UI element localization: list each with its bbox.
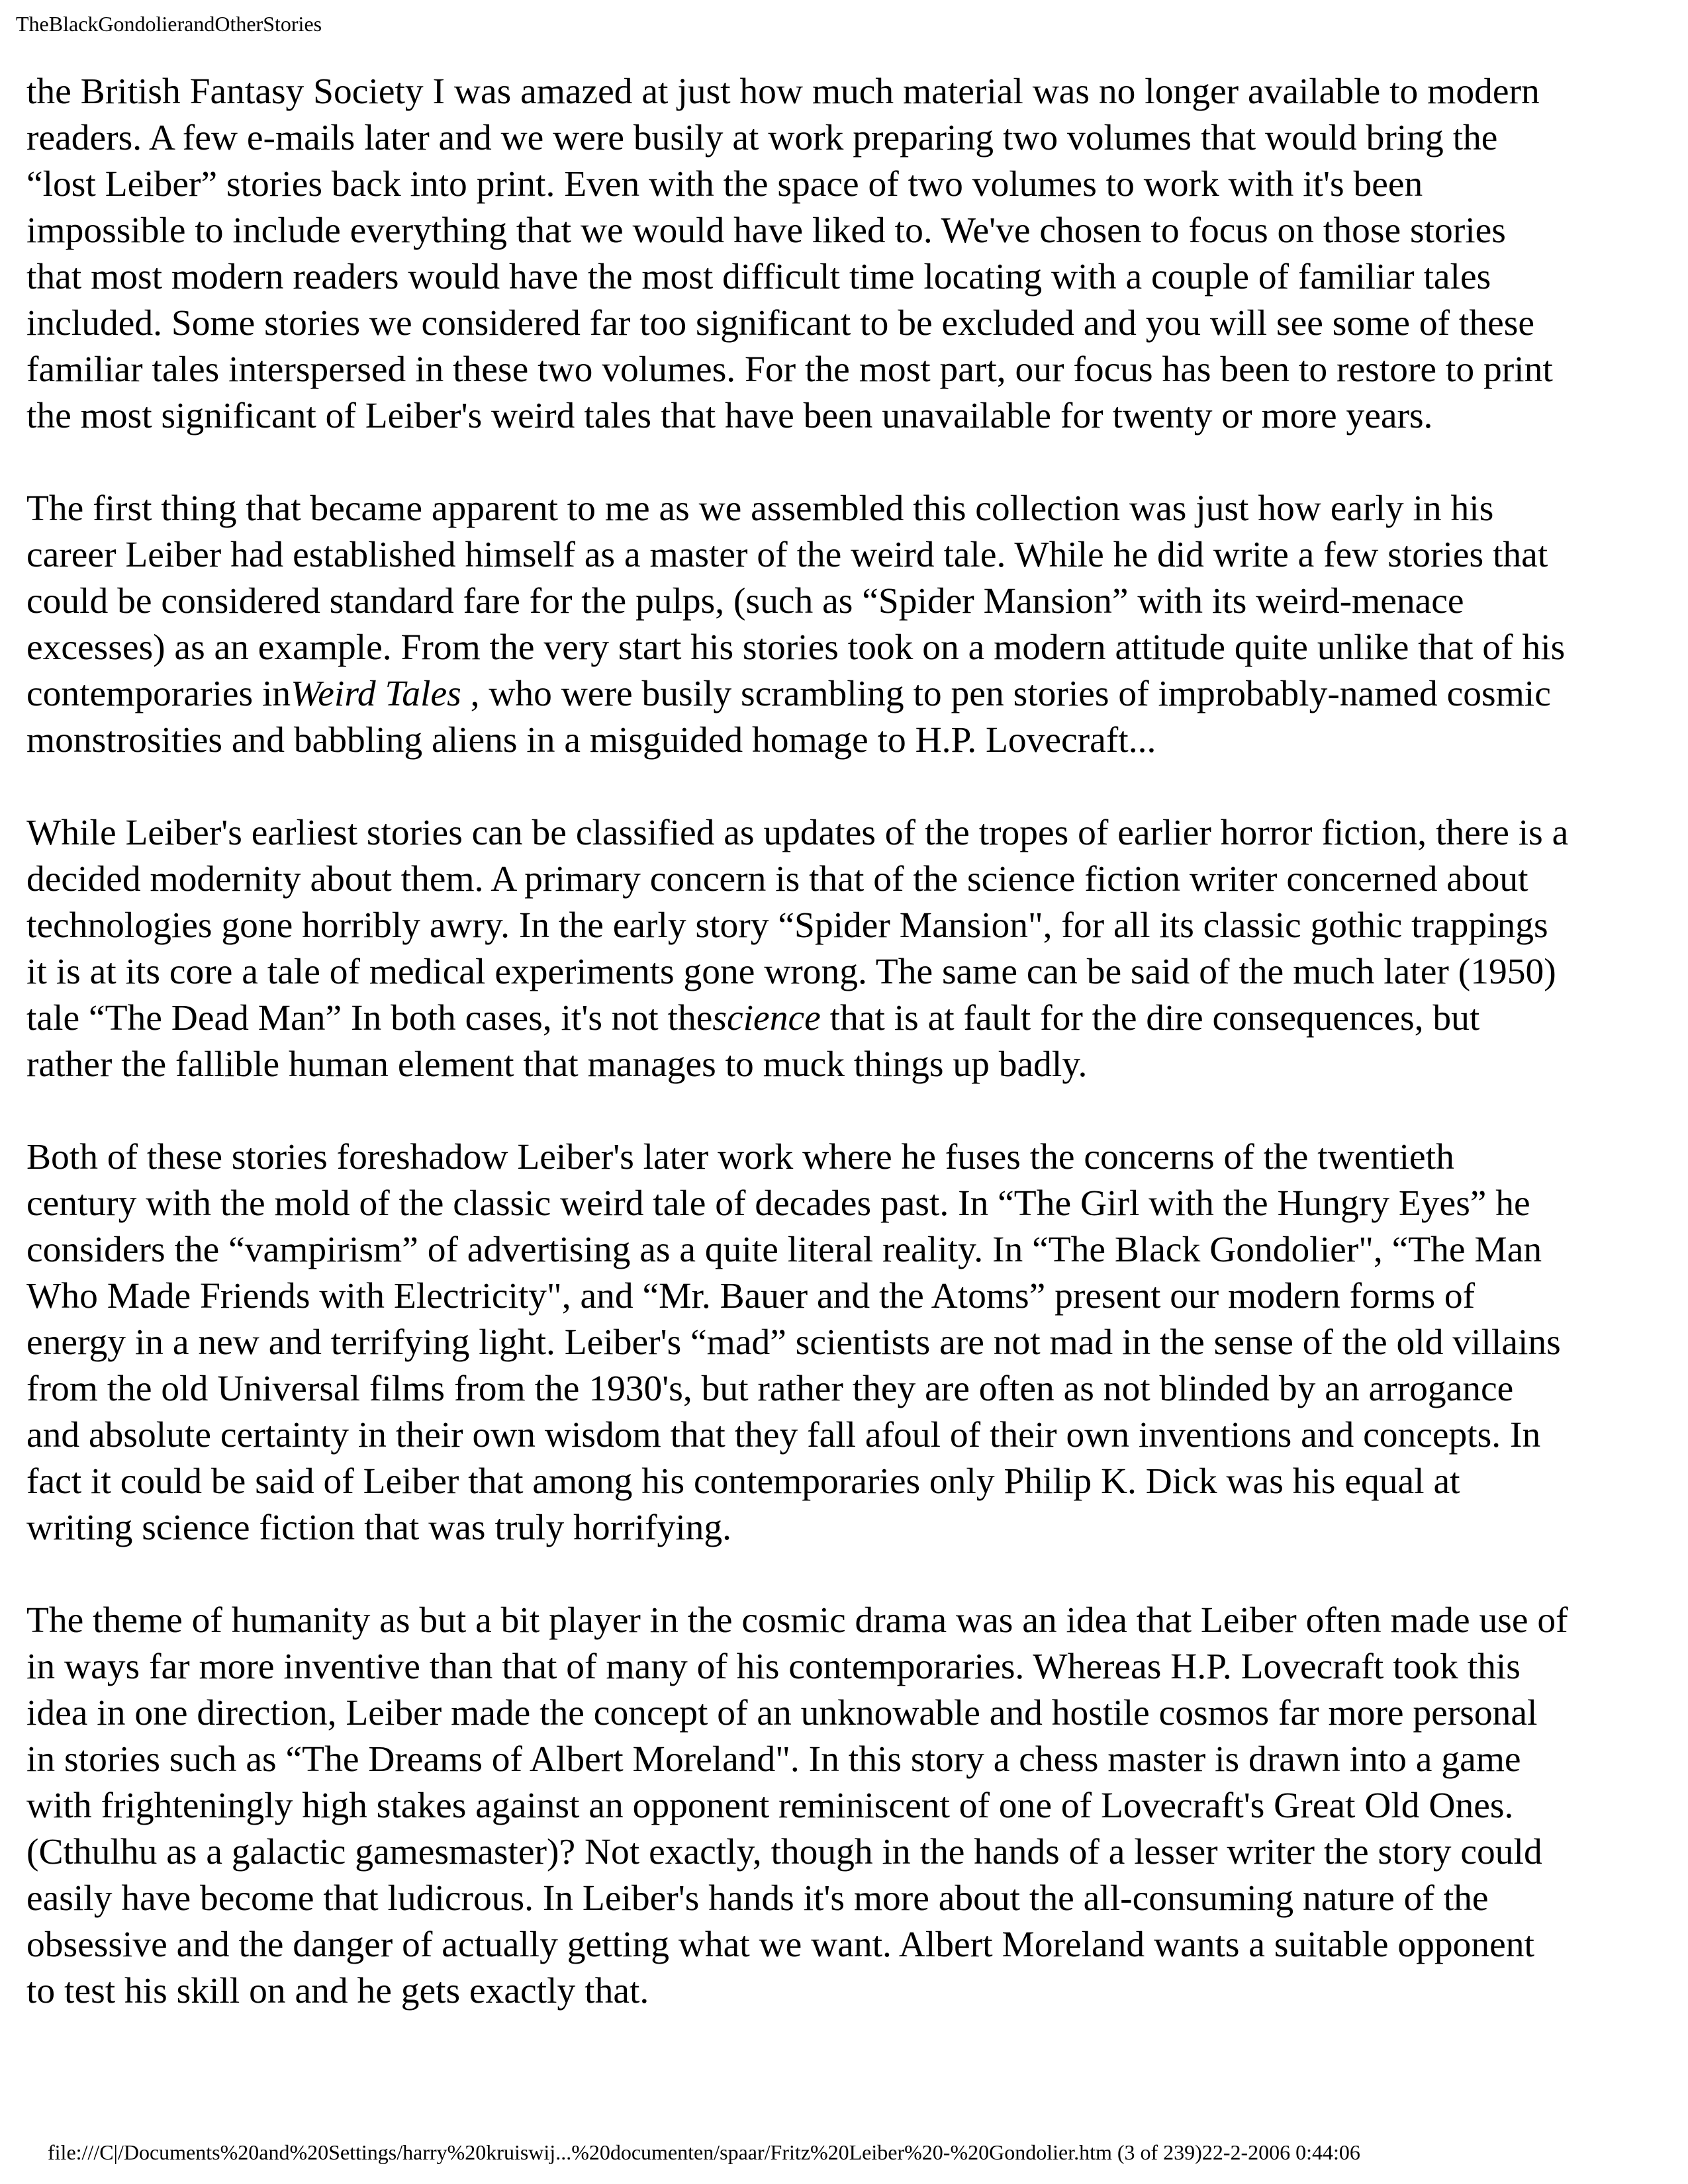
text-line: While Leiber's earliest stories can be classified as updates of the tropes of earlier horror fiction, there is a [26, 813, 1569, 853]
text-line: the most significant of Leiber's weird tales that have been unavailable for twenty or more years. [26, 396, 1433, 436]
text-line: and absolute certainty in their own wisdom that they fall afoul of their own inventions and concepts. In [26, 1415, 1541, 1455]
text-line: familiar tales interspersed in these two volumes. For the most part, our focus has been to restore to print [26, 349, 1553, 390]
text-line: energy in a new and terrifying light. Leiber's “mad” scientists are not mad in the sense of the old villains [26, 1322, 1561, 1363]
paragraph [26, 810, 1668, 1088]
paragraph [26, 486, 1668, 764]
text-line: The first thing that became apparent to me as we assembled this collection was just how early in his [26, 488, 1494, 529]
text-line [26, 995, 1668, 1042]
text-line: it is at its core a tale of medical experiments gone wrong. The same can be said of the much later (1950) [26, 952, 1556, 992]
text-line: included. Some stories we considered far too significant to be excluded and you will see some of these [26, 303, 1534, 343]
text-line: impossible to include everything that we would have liked to. We've chosen to focus on those stories [26, 210, 1506, 251]
text-line: “lost Leiber” stories back into print. Even with the space of two volumes to work with it's been [26, 164, 1423, 205]
page-header: TheBlackGondolierandOtherStories [16, 12, 322, 36]
text-line: obsessive and the danger of actually getting what we want. Albert Moreland wants a suitable opponent [26, 1925, 1534, 1965]
text-line: rather the fallible human element that manages to muck things up badly. [26, 1044, 1088, 1085]
paragraph [26, 69, 1668, 439]
text-line: could be considered standard fare for the pulps, (such as “Spider Mansion” with its weird-menace [26, 581, 1464, 621]
text-segment: tale “The Dead Man” In both cases, it's not the [26, 998, 713, 1038]
italic-title: science [712, 998, 821, 1038]
text-line: that most modern readers would have the most difficult time locating with a couple of familiar tales [26, 257, 1491, 297]
paragraph [26, 1134, 1668, 1551]
text-line: to test his skill on and he gets exactly that. [26, 1971, 649, 2011]
text-line: decided modernity about them. A primary concern is that of the science fiction writer concerned about [26, 859, 1528, 899]
text-line: career Leiber had established himself as a master of the weird tale. While he did write a few stories that [26, 535, 1548, 575]
text-segment: contemporaries in [26, 674, 291, 714]
text-segment: , who were busily scrambling to pen stories of improbably-named cosmic [461, 674, 1551, 714]
text-line: The theme of humanity as but a bit player in the cosmic drama was an idea that Leiber often made use of [26, 1600, 1568, 1641]
text-line: from the old Universal films from the 1930's, but rather they are often as not blinded by an arrogance [26, 1369, 1514, 1409]
text-line: (Cthulhu as a galactic gamesmaster)? Not exactly, though in the hands of a lesser writer the story could [26, 1832, 1542, 1872]
text-line: fact it could be said of Leiber that among his contemporaries only Philip K. Dick was his equal at [26, 1461, 1460, 1502]
text-line: excesses) as an example. From the very start his stories took on a modern attitude quite unlike that of his [26, 627, 1566, 668]
text-line: considers the “vampirism” of advertising as a quite literal reality. In “The Black Gondolier", “The Man [26, 1230, 1542, 1270]
text-line: readers. A few e-mails later and we were busily at work preparing two volumes that would bring the [26, 118, 1498, 158]
text-line: Both of these stories foreshadow Leiber's later work where he fuses the concerns of the twentieth [26, 1137, 1454, 1177]
text-line: technologies gone horribly awry. In the early story “Spider Mansion", for all its classic gothic trappings [26, 905, 1548, 946]
text-line: Who Made Friends with Electricity", and “Mr. Bauer and the Atoms” present our modern forms of [26, 1276, 1476, 1316]
text-line: century with the mold of the classic weird tale of decades past. In “The Girl with the Hungry Eyes” he [26, 1183, 1530, 1224]
text-segment: that is at fault for the dire consequences, but [820, 998, 1480, 1038]
text-line: the British Fantasy Society I was amazed at just how much material was no longer available to modern [26, 71, 1540, 112]
page-footer-path: file:///C|/Documents%20and%20Settings/harry%20kruiswij...%20documenten/spaar/Fritz%20Leiber%20-%20Gondolier.htm (3 of 239)22-2-2006 0:44:06 [48, 2140, 1360, 2164]
text-line: monstrosities and babbling aliens in a misguided homage to H.P. Lovecraft... [26, 720, 1156, 760]
paragraph [26, 1598, 1668, 2015]
text-line: in ways far more inventive than that of many of his contemporaries. Whereas H.P. Lovecraft took this [26, 1647, 1521, 1687]
text-line: easily have become that ludicrous. In Leiber's hands it's more about the all-consuming nature of the [26, 1878, 1489, 1919]
italic-title: Weird Tales [291, 674, 461, 714]
text-line: in stories such as “The Dreams of Albert Moreland". In this story a chess master is drawn into a game [26, 1739, 1521, 1780]
text-line: idea in one direction, Leiber made the concept of an unknowable and hostile cosmos far more personal [26, 1693, 1538, 1733]
text-line: with frighteningly high stakes against an opponent reminiscent of one of Lovecraft's Great Old Ones. [26, 1786, 1514, 1826]
text-line [26, 671, 1668, 717]
article-body [26, 69, 1668, 2061]
text-line: writing science fiction that was truly horrifying. [26, 1508, 732, 1548]
